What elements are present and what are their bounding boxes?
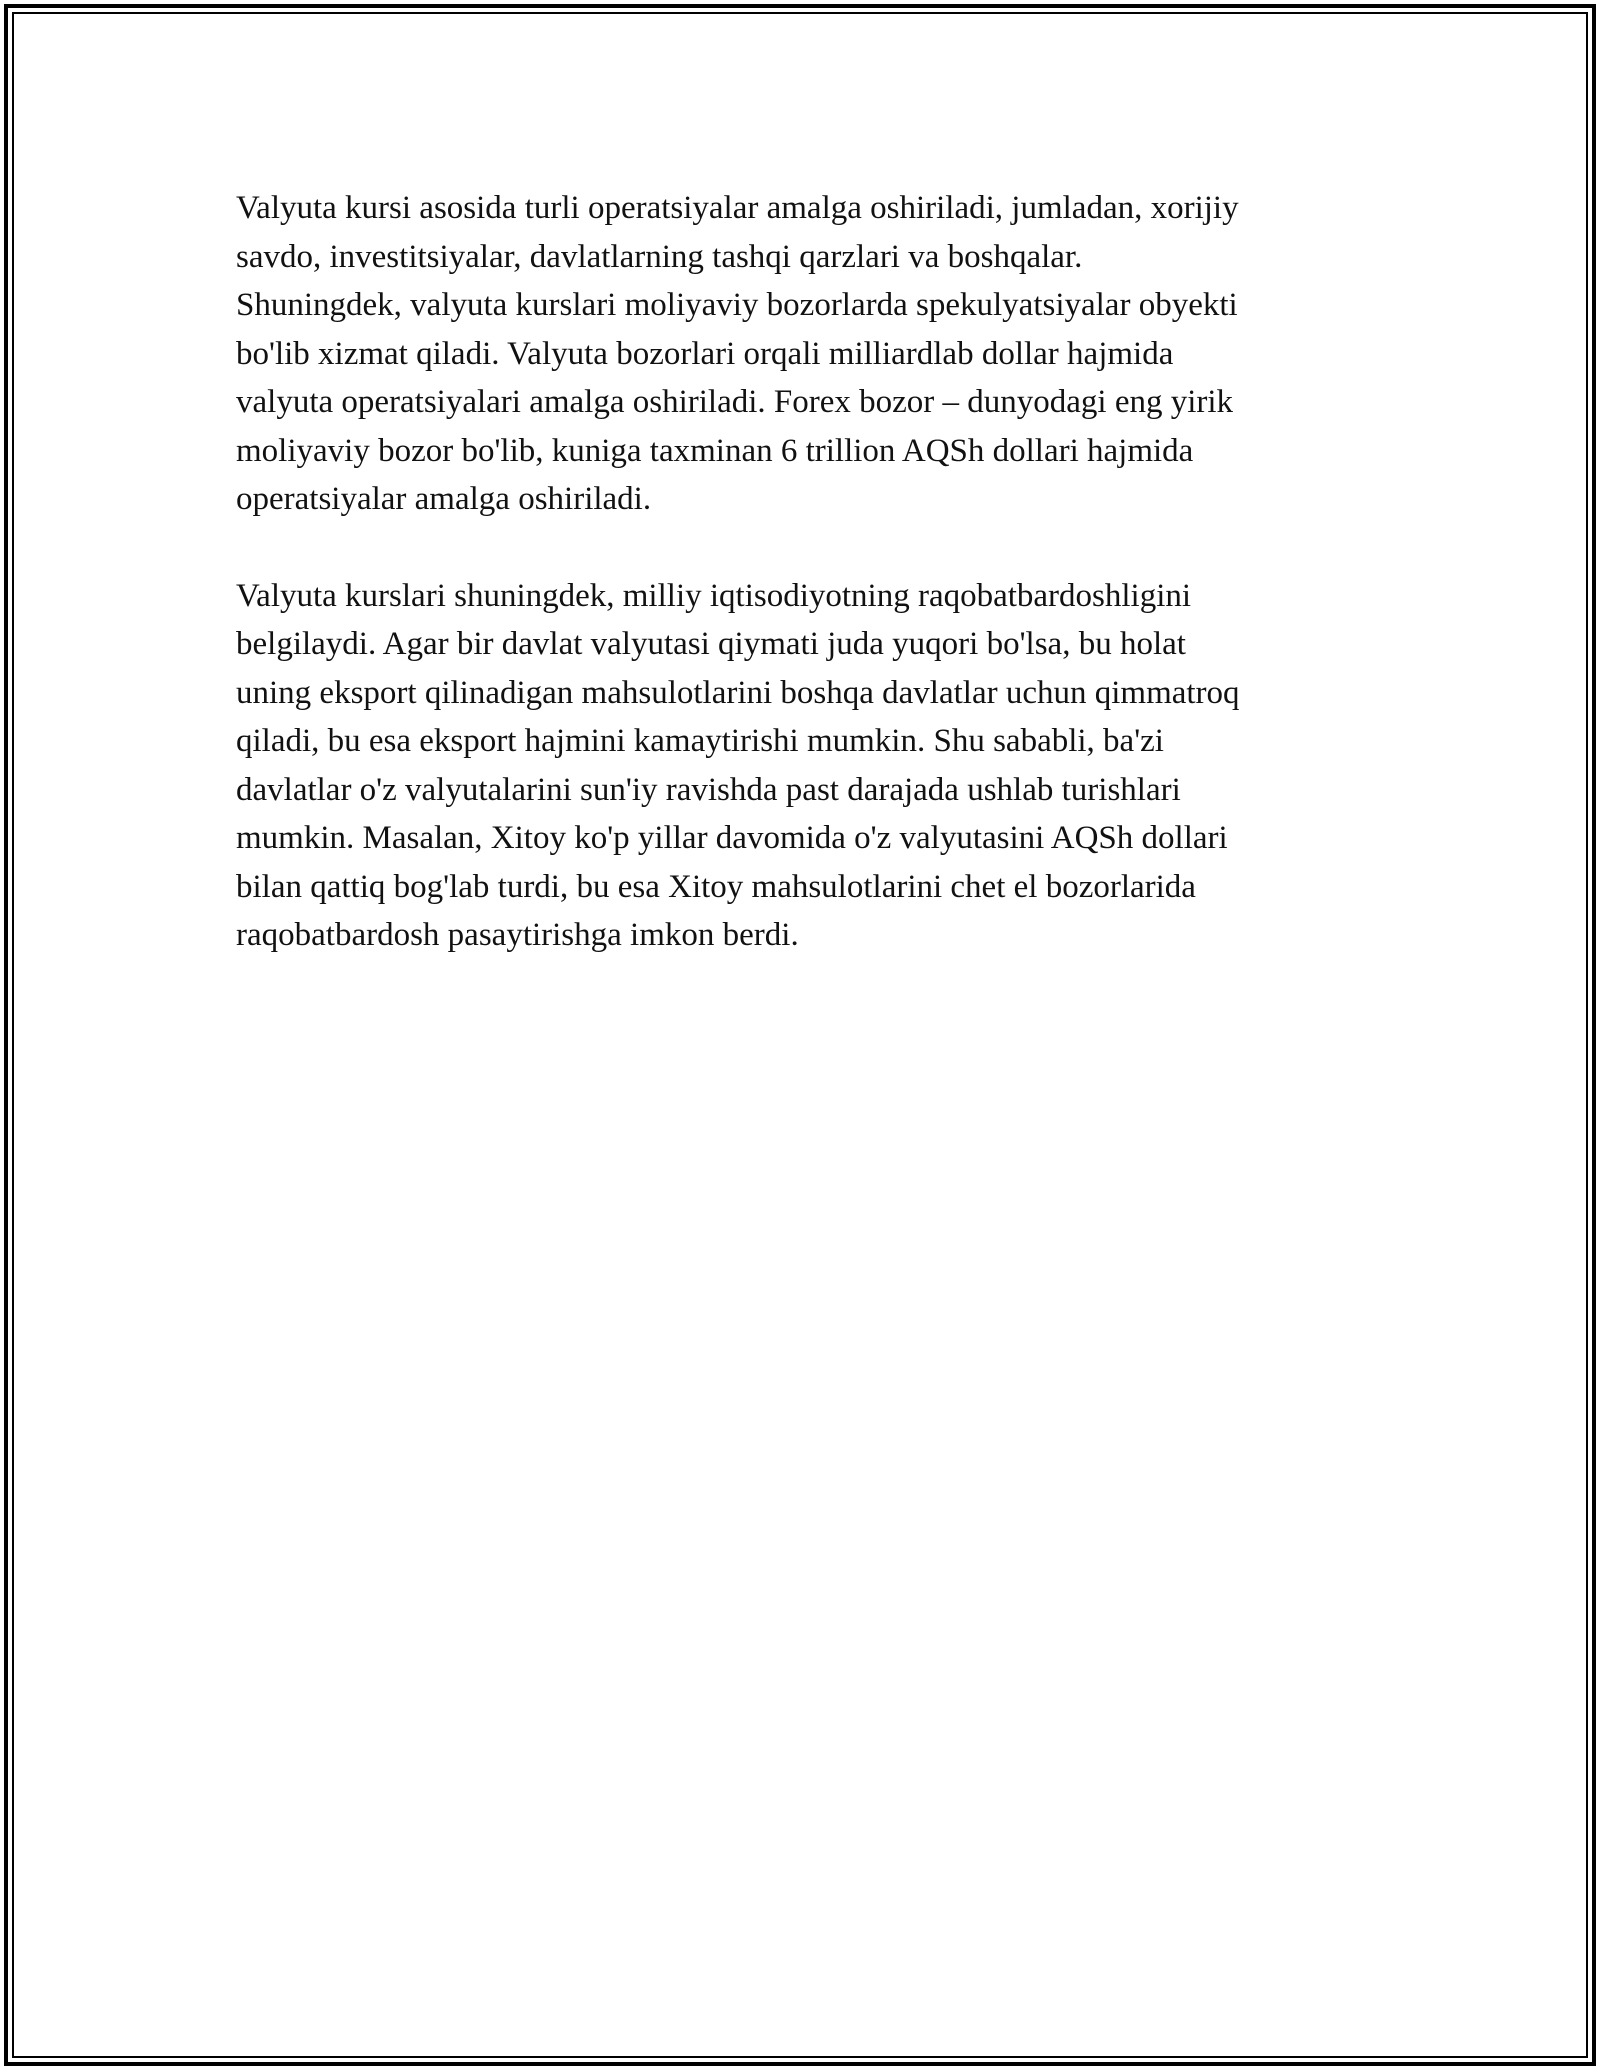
paragraph-1: Valyuta kursi asosida turli operatsiyalar amalga oshiriladi, jumladan, xorijiy savdo, investitsiyalar, davlatlarning tashqi qarzlari va boshqalar. Shuningdek, valyuta kurslari moliyaviy bozorlarda spekulyatsiyalar obyekti bo'lib xizmat qiladi. Valyuta bozorlari orqali milliardlab dollar hajmida valyuta operatsiyalari amalga oshiriladi. Forex bozor – dunyodagi eng yirik moliyaviy bozor bo'lib, kuniga taxminan 6 trillion AQSh dollari hajmida operatsiyalar amalga oshiriladi. [236,190,1239,517]
paragraph-2: Valyuta kurslari shuningdek, milliy iqtisodiyotning raqobatbardoshligini belgilaydi. Agar bir davlat valyutasi qiymati juda yuqori bo'lsa, bu holat uning eksport qilinadigan mahsulotlarini boshqa davlatlar uchun qimmatroq qiladi, bu esa eksport hajmini kamaytirishi mumkin. Shu sababli, ba'zi davlatlar o'z valyutalarini sun'iy ravishda past darajada ushlab turishlari mumkin. Masalan, Xitoy ko'p yillar davomida o'z valyutasini AQSh dollari bilan qattiq bog'lab turdi, bu esa Xitoy mahsulotlarini chet el bozorlarida raqobatbardosh pasaytirishga imkon berdi. [236,577,1240,953]
document-body [236,184,1366,1008]
